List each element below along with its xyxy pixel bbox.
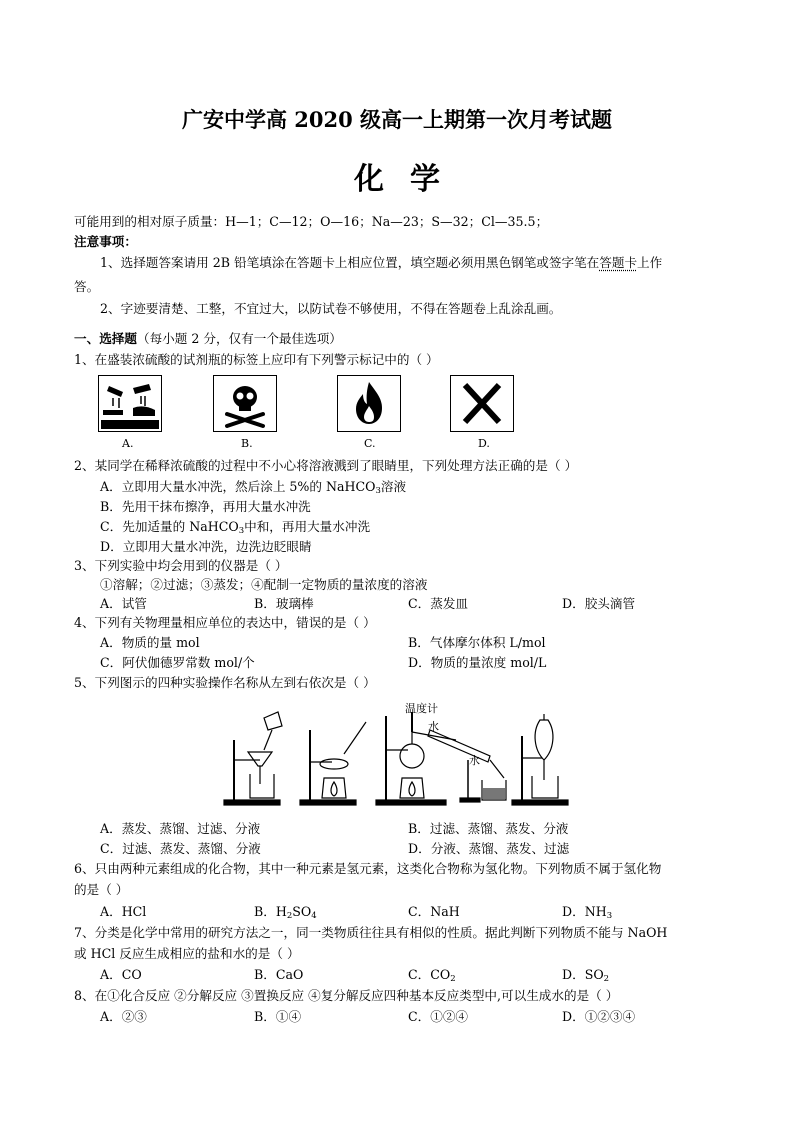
q1-label-c: C. [364,437,376,450]
harmful-sign [450,375,514,432]
atomic-masses: 可能用到的相对原子质量：H—1；C—12；O—16；Na—23；S—32；Cl—35.5； [74,214,549,229]
section-1-heading: 一、选择题（每小题 2 分，仅有一个最佳选项） [74,331,342,346]
q8-option-b: B．①④ [254,1009,302,1024]
q6-option-c: C．NaH [408,904,460,919]
q7-option-c: C．$CO_2$ [408,967,456,984]
skull-icon [214,376,276,431]
corrosive-sign [98,375,162,432]
toxic-sign [213,375,277,432]
q8-option-d: D．①②③④ [562,1009,636,1024]
note-2: 2、字迹要清楚、工整，不宜过大，以防试卷不够使用，不得在答题卷上乱涂乱画。 [100,301,562,316]
q8-stem: 8、在①化合反应 ②分解反应 ③置换反应 ④复分解反应四种基本反应类型中,可以生成水的是（ ） [74,988,619,1003]
q8-option-a: A．②③ [100,1009,147,1024]
q1-label-a: A. [122,437,134,450]
q6-stem-1: 6、只由两种元素组成的化合物，其中一种元素是氢元素，这类化合物称为氢化物。下列物质不属于氢化物 [74,861,662,876]
q2-option-a: A．立即用大量水冲洗，然后涂上 5%的 NaHCO$_3$溶液 [100,479,407,496]
q2-stem: 2、某同学在稀释浓硫酸的过程中不小心将溶液溅到了眼睛里，下列处理方法正确的是（ ） [74,458,578,473]
q4-option-d: D．物质的量浓度 mol/L [408,655,547,670]
thermometer-label: 温度计 [405,702,438,715]
flammable-sign [337,375,401,432]
q6-option-d: D．$NH_3$ [562,904,613,921]
lab-apparatus-figure [220,700,570,808]
q7-stem-1: 7、分类是化学中常用的研究方法之一，同一类物质往往具有相似的性质。据此判断下列物质不能与 NaOH [74,925,668,940]
q7-option-d: D．$SO_2$ [562,967,610,984]
corrosive-icon [99,376,161,431]
q5-option-c: C．过滤、蒸发、蒸馏、分液 [100,841,261,856]
q1-label-d: D. [478,437,490,450]
answer-card-emphasis: 答题卡 [599,255,638,270]
q4-option-c: C．阿伏伽德罗常数 mol/个 [100,655,255,670]
q6-option-b: B．$H_2SO_4$ [254,904,317,921]
q4-option-a: A．物质的量 mol [100,635,200,650]
water-in-label: 水 [428,720,439,733]
q5-option-d: D．分液、蒸馏、蒸发、过滤 [408,841,570,856]
q3-stem: 3、下列实验中均会用到的仪器是（ ） [74,558,288,573]
q7-stem-2: 或 HCl 反应生成相应的盐和水的是（ ） [74,946,300,961]
q2-option-c: C．先加适量的 NaHCO$_3$中和，再用大量水冲洗 [100,519,371,536]
q7-option-b: B．CaO [254,967,304,982]
subject-title: 化学 [354,162,466,197]
exam-title: 广安中学高 2020 级高一上期第一次月考试题 [181,107,613,132]
cross-icon [451,376,513,431]
q8-option-c: C．①②④ [408,1009,469,1024]
notice-heading: 注意事项： [74,234,137,249]
q2-option-d: D．立即用大量水冲洗，边洗边眨眼睛 [100,539,312,554]
q3-option-a: A．试管 [100,596,147,611]
q3-items: ①溶解；②过滤；③蒸发；④配制一定物质的量浓度的溶液 [100,577,428,592]
q5-option-a: A．蒸发、蒸馏、过滤、分液 [100,821,261,836]
flame-icon [338,376,400,431]
q5-stem: 5、下列图示的四种实验操作名称从左到右依次是（ ） [74,675,376,690]
water-out-label: 水 [469,754,480,767]
q3-option-b: B．玻璃棒 [254,596,314,611]
q4-option-b: B．气体摩尔体积 L/mol [408,635,546,650]
q1-label-b: B. [241,437,253,450]
q6-stem-2: 的是（ ） [74,882,129,897]
note-1-cont: 答。 [74,279,100,294]
q2-option-b: B．先用干抹布擦净，再用大量水冲洗 [100,499,311,514]
q3-option-d: D．胶头滴管 [562,596,636,611]
q4-stem: 4、下列有关物理量相应单位的表达中，错误的是（ ） [74,615,376,630]
q1-stem: 1、在盛装浓硫酸的试剂瓶的标签上应印有下列警示标记中的（ ） [74,352,439,367]
note-1: 1、选择题答案请用 2B 铅笔填涂在答题卡上相应位置，填空题必须用黑色钢笔或签字笔在答题卡上作 [100,255,663,270]
q6-option-a: A．HCl [100,904,147,919]
q7-option-a: A．CO [100,967,142,982]
q3-option-c: C．蒸发皿 [408,596,469,611]
q5-option-b: B．过滤、蒸馏、蒸发、分液 [408,821,569,836]
